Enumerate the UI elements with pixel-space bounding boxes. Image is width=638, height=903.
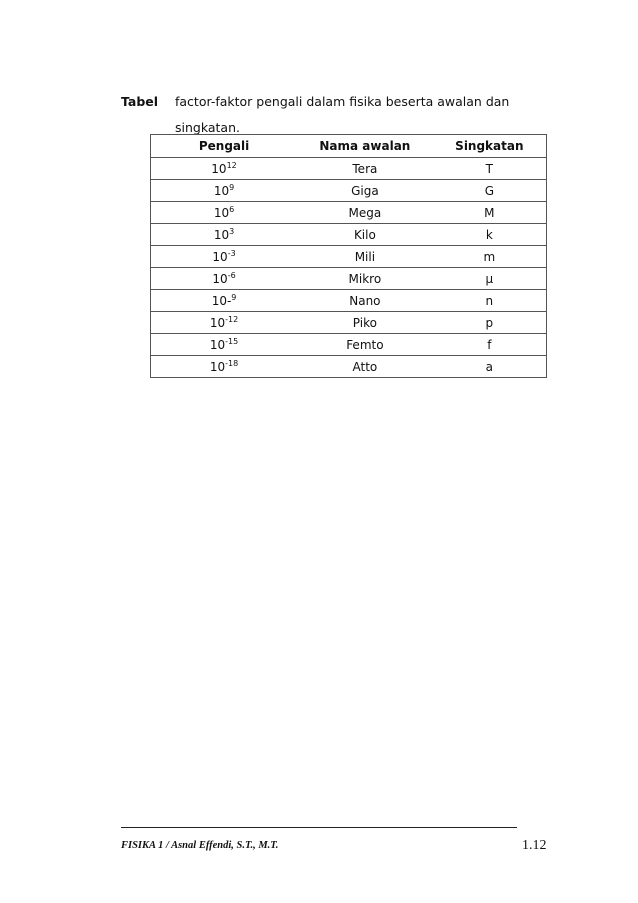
multiplier-exponent: 6 — [229, 205, 235, 214]
multiplier-cell — [151, 334, 298, 356]
abbreviation-cell: T — [433, 158, 547, 180]
prefix-name-cell: Mikro — [297, 268, 433, 290]
prefix-name-cell: Mega — [297, 202, 433, 224]
table-row — [151, 246, 547, 268]
multiplier-cell — [151, 202, 298, 224]
abbreviation-cell: p — [433, 312, 547, 334]
multiplier-base: 10 — [211, 162, 227, 176]
multiplier-exponent: -3 — [227, 249, 236, 258]
abbreviation-cell: f — [433, 334, 547, 356]
header-prefix-name: Nama awalan — [297, 135, 433, 158]
footer-author: FISIKA 1 / Asnal Effendi, S.T., M.T. — [121, 840, 279, 851]
multiplier-exponent: 9 — [231, 293, 237, 302]
caption-label: Tabel — [121, 94, 159, 109]
abbreviation-cell: a — [433, 356, 547, 378]
multiplier-exponent: -18 — [225, 359, 239, 368]
prefix-name-cell: Kilo — [297, 224, 433, 246]
multiplier-base: 10 — [213, 206, 230, 220]
footer-divider — [121, 827, 517, 828]
header-abbreviation: Singkatan — [433, 135, 547, 158]
multiplier-cell — [151, 180, 298, 202]
multiplier-exponent: -12 — [225, 315, 239, 324]
multiplier-cell — [151, 312, 298, 334]
multiplier-base: 10 — [212, 250, 228, 264]
table-row — [151, 290, 547, 312]
prefix-name-cell: Mili — [297, 246, 433, 268]
multiplier-cell — [151, 290, 298, 312]
multiplier-exponent: 12 — [226, 161, 237, 170]
caption-text: factor-faktor pengali dalam fisika beserta awalan dan singkatan. — [175, 94, 510, 135]
table-row — [151, 180, 547, 202]
multiplier-cell — [151, 356, 298, 378]
multiplier-cell — [151, 158, 298, 180]
prefix-name-cell: Femto — [297, 334, 433, 356]
prefix-name-cell: Piko — [297, 312, 433, 334]
prefix-table — [150, 134, 547, 378]
prefix-name-cell: Giga — [297, 180, 433, 202]
page-number: 1.12 — [522, 838, 547, 853]
multiplier-cell — [151, 246, 298, 268]
multiplier-base: 10- — [211, 294, 232, 308]
table-header-row — [151, 135, 547, 158]
table-row — [151, 356, 547, 378]
prefix-name-cell: Tera — [297, 158, 433, 180]
abbreviation-cell: n — [433, 290, 547, 312]
multiplier-exponent: -6 — [227, 271, 236, 280]
multiplier-exponent: 3 — [229, 227, 235, 236]
multiplier-exponent: 9 — [229, 183, 235, 192]
multiplier-base: 10 — [213, 184, 230, 198]
table-row — [151, 268, 547, 290]
prefix-name-cell: Atto — [297, 356, 433, 378]
table-row — [151, 224, 547, 246]
abbreviation-cell: m — [433, 246, 547, 268]
multiplier-exponent: -15 — [225, 337, 239, 346]
table-row — [151, 334, 547, 356]
header-multiplier: Pengali — [151, 135, 298, 158]
table-row — [151, 312, 547, 334]
multiplier-cell — [151, 268, 298, 290]
abbreviation-cell: k — [433, 224, 547, 246]
multiplier-base: 10 — [212, 272, 228, 286]
multiplier-base: 10 — [209, 360, 226, 374]
prefix-name-cell: Nano — [297, 290, 433, 312]
multiplier-base: 10 — [209, 316, 226, 330]
table-row — [151, 158, 547, 180]
abbreviation-cell: M — [433, 202, 547, 224]
multiplier-base: 10 — [213, 228, 230, 242]
table-row — [151, 202, 547, 224]
abbreviation-cell: μ — [433, 268, 547, 290]
abbreviation-cell: G — [433, 180, 547, 202]
multiplier-base: 10 — [209, 338, 226, 352]
multiplier-cell — [151, 224, 298, 246]
